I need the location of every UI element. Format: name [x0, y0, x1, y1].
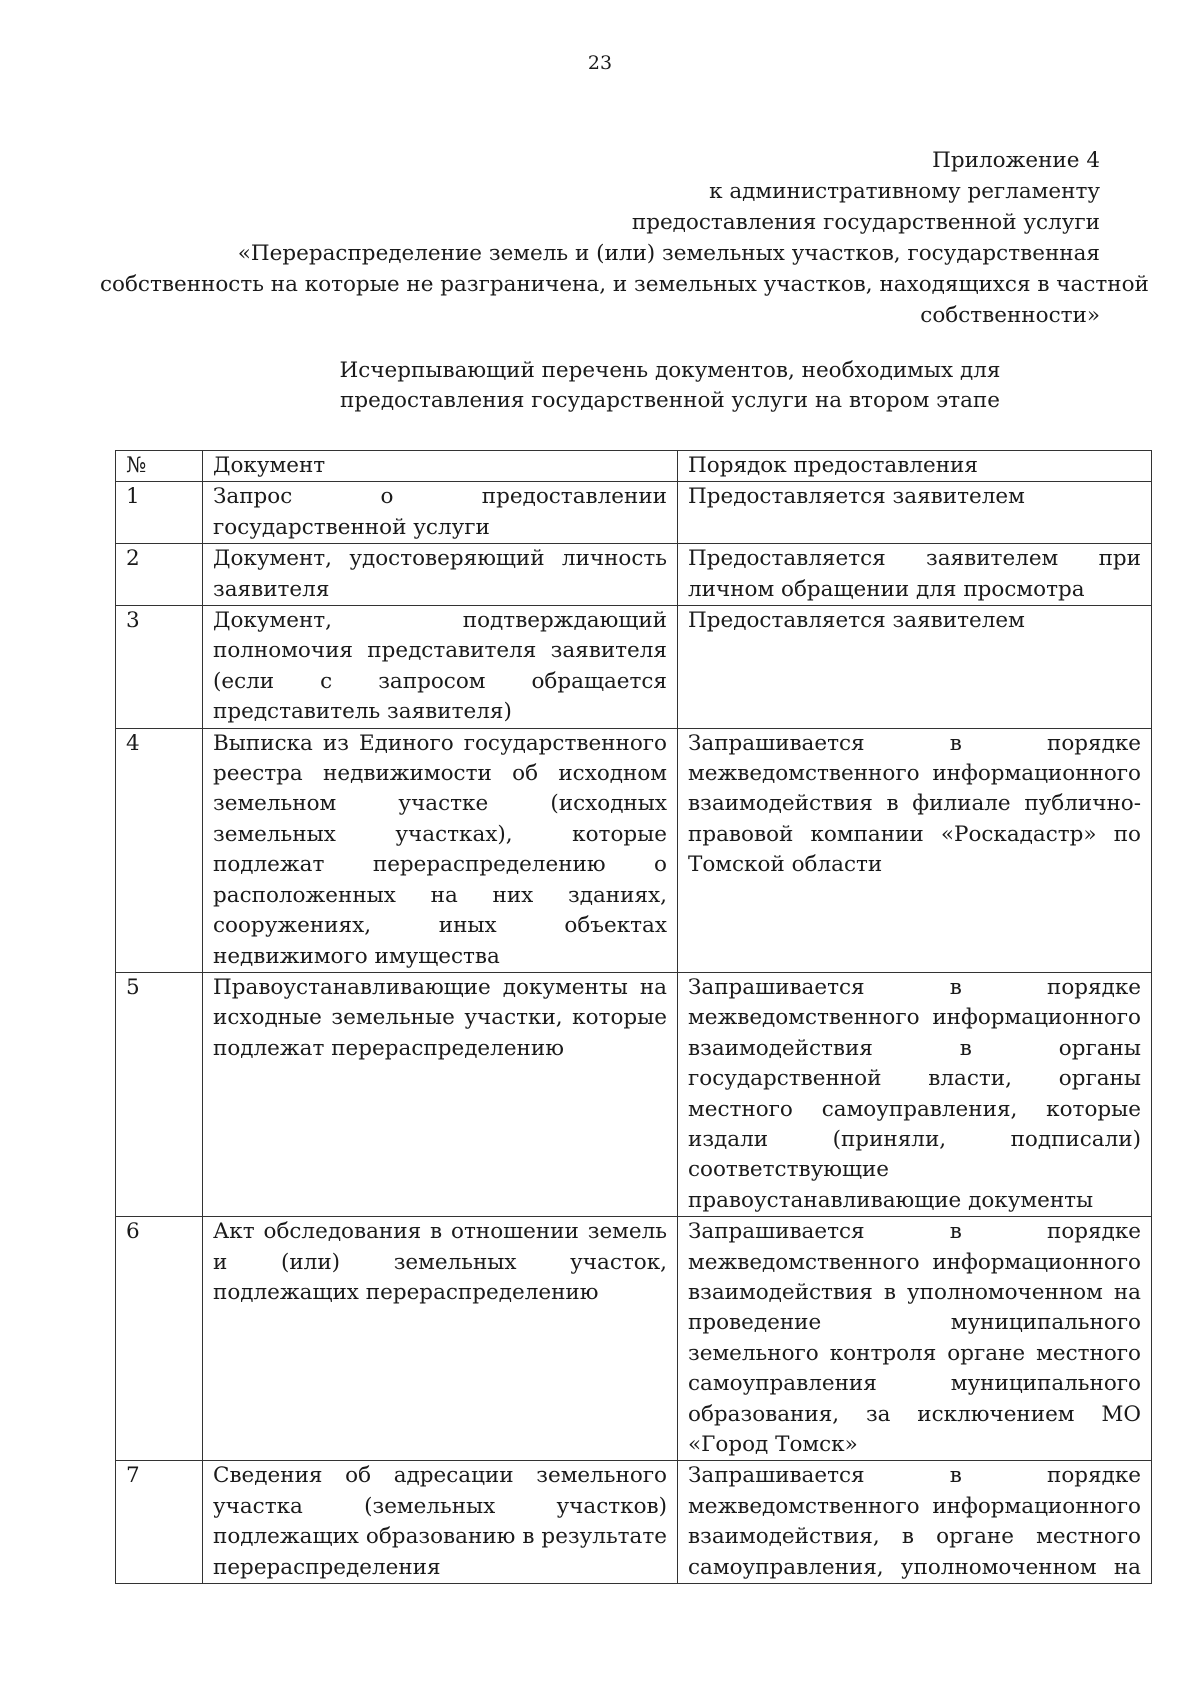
- row-order: Запрашивается в порядке межведомственного информационного взаимодействия в уполномоченном на проведение муниципального земельного контроля органе местного самоуправления муниципального образования, за исключением МО «Город Томск»: [678, 1217, 1152, 1461]
- row-order: Запрашивается в порядке межведомственного информационного взаимодействия, в органе местного самоуправления, уполномоченном на: [678, 1461, 1152, 1584]
- table-row: [116, 606, 1152, 729]
- row-number: 5: [116, 972, 203, 1216]
- page-number: 23: [587, 52, 613, 74]
- title-line: Исчерпывающий перечень документов, необходимых для: [339, 358, 1001, 383]
- row-order: Запрашивается в порядке межведомственного информационного взаимодействия в филиале публично-правовой компании «Роскадастр» по Томской области: [678, 728, 1152, 972]
- title-line: предоставления государственной услуги на втором этапе: [340, 388, 1000, 413]
- documents-table: [115, 450, 1152, 1584]
- appendix-line: «Перераспределение земель и (или) земельных участков, государственная: [237, 241, 1100, 266]
- header-order: Порядок предоставления: [678, 451, 1152, 482]
- row-order: Предоставляется заявителем: [678, 482, 1152, 544]
- table-row: [116, 728, 1152, 972]
- table-row: [116, 544, 1152, 606]
- row-number: 3: [116, 606, 203, 729]
- header-number: №: [116, 451, 203, 482]
- table-row: [116, 972, 1152, 1216]
- row-document: Правоустанавливающие документы на исходные земельные участки, которые подлежат перераспределению: [203, 972, 678, 1216]
- table-row: [116, 1461, 1152, 1584]
- header-document: Документ: [203, 451, 678, 482]
- row-document: Документ, подтверждающий полномочия представителя заявителя (если с запросом обращается представитель заявителя): [203, 606, 678, 729]
- table-row: [116, 1217, 1152, 1461]
- row-document: Выписка из Единого государственного реестра недвижимости об исходном земельном участке (исходных земельных участках), которые подлежат перераспределению о расположенных на них зданиях, сооружениях, иных объектах недвижимого имущества: [203, 728, 678, 972]
- table-header-row: [116, 451, 1152, 482]
- row-order: Предоставляется заявителем: [678, 606, 1152, 729]
- row-number: 4: [116, 728, 203, 972]
- row-document: Сведения об адресации земельного участка (земельных участков) подлежащих образованию в результате перераспределения: [203, 1461, 678, 1584]
- appendix-line: Приложение 4: [932, 148, 1100, 173]
- row-number: 1: [116, 482, 203, 544]
- row-document: Акт обследования в отношении земель и (или) земельных участок, подлежащих перераспределению: [203, 1217, 678, 1461]
- appendix-header: [100, 145, 1149, 331]
- row-number: 6: [116, 1217, 203, 1461]
- appendix-line: собственность на которые не разграничена, и земельных участков, находящихся в частной: [100, 272, 1149, 297]
- appendix-line: собственности»: [920, 303, 1100, 328]
- row-number: 7: [116, 1461, 203, 1584]
- row-document: Документ, удостоверяющий личность заявителя: [203, 544, 678, 606]
- row-number: 2: [116, 544, 203, 606]
- row-order: Запрашивается в порядке межведомственного информационного взаимодействия в органы государственной власти, органы местного самоуправления, которые издали (приняли, подписали) соответствующие правоустанавливающие документы: [678, 972, 1152, 1216]
- row-order: Предоставляется заявителем при личном обращении для просмотра: [678, 544, 1152, 606]
- table-row: [116, 482, 1152, 544]
- appendix-line: предоставления государственной услуги: [631, 210, 1100, 235]
- document-title: [0, 356, 1200, 416]
- appendix-line: к административному регламенту: [709, 179, 1100, 204]
- row-document: Запрос о предоставлении государственной услуги: [203, 482, 678, 544]
